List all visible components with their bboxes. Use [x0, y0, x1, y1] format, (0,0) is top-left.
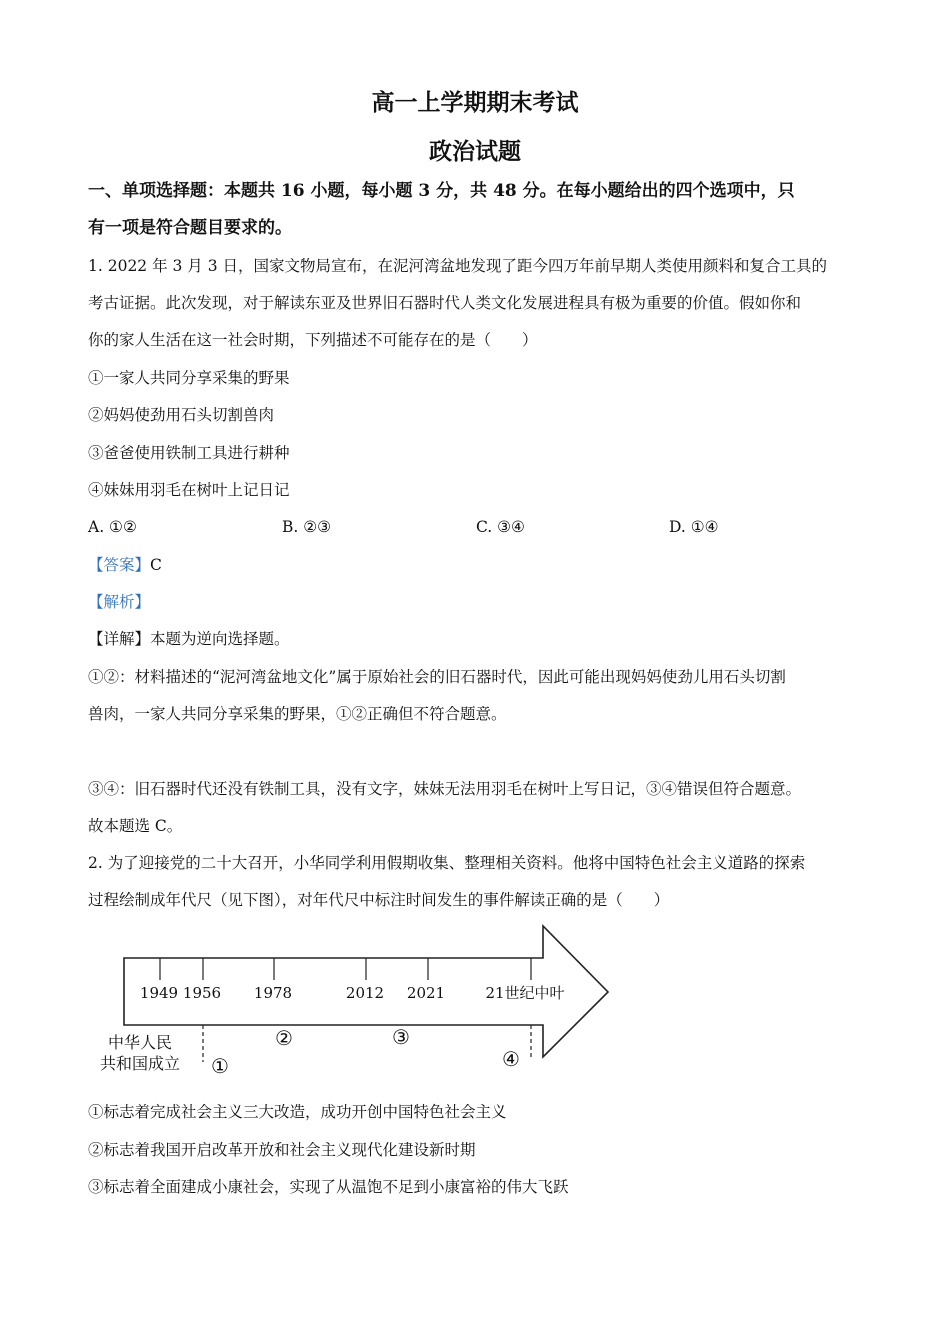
q1-stem-line: 考古证据。此次发现，对于解读东亚及世界旧石器时代人类文化发展进程具有极为重要的价值。假如你和: [88, 294, 802, 312]
answer-value: C: [150, 556, 162, 574]
q1-stem-line: 你的家人生活在这一社会时期，下列描述不可能存在的是（ ）: [88, 331, 538, 349]
q2-stem-line: 2. 为了迎接党的二十大召开，小华同学利用假期收集、整理相关资料。他将中国特色社会主义道路的探索: [88, 854, 806, 872]
q1-detail-line: 兽肉，一家人共同分享采集的野果，①②正确但不符合题意。: [88, 705, 507, 723]
q1-detail-line: 故本题选 C。: [88, 817, 183, 835]
marker-2: ②: [275, 1026, 293, 1050]
year-label-2012: 2012: [345, 984, 385, 1002]
year-label-1978: 1978: [253, 984, 293, 1002]
q1-detail-line: ③④：旧石器时代还没有铁制工具，没有文字，妹妹无法用羽毛在树叶上写日记，③④错误但符合题意。: [88, 780, 802, 798]
founding-label: 中华人民: [107, 1033, 173, 1052]
q1-statement: ②妈妈使劲用石头切割兽肉: [88, 406, 275, 424]
q1-stem-line: 1. 2022 年 3 月 3 日，国家文物局宣布，在泥河湾盆地发现了距今四万年前早期人类使用颜料和复合工具的: [88, 257, 828, 275]
q1-statement: ①一家人共同分享采集的野果: [88, 369, 290, 387]
exam-title: 高一上学期期末考试: [371, 89, 579, 116]
exam-subtitle: 政治试题: [429, 138, 521, 165]
year-label-2021: 2021: [406, 984, 446, 1002]
q1-option-d: D. ①④: [669, 518, 719, 536]
q2-statement: ②标志着我国开启改革开放和社会主义现代化建设新时期: [88, 1141, 476, 1159]
year-label-1949: 1949: [139, 984, 179, 1002]
q1-detail-line: ①②：材料描述的“泥河湾盆地文化”属于原始社会的旧石器时代，因此可能出现妈妈使劲儿用石头切割: [88, 668, 786, 686]
q1-statement: ③爸爸使用铁制工具进行耕种: [88, 444, 290, 462]
q1-option-a: A. ①②: [88, 518, 137, 536]
section-heading-line-2: 有一项是符合题目要求的。: [88, 218, 292, 238]
q2-stem-line: 过程绘制成年代尺（见下图），对年代尺中标注时间发生的事件解读正确的是（ ）: [88, 891, 670, 909]
answer-tag: 【答案】: [88, 556, 151, 574]
q2-statement: ①标志着完成社会主义三大改造，成功开创中国特色社会主义: [88, 1103, 507, 1121]
q1-statement: ④妹妹用羽毛在树叶上记日记: [88, 481, 290, 499]
section-heading-line-1: 一、单项选择题：本题共 16 小题，每小题 3 分，共 48 分。在每小题给出的四个选项中，只: [88, 181, 795, 201]
marker-3: ③: [392, 1025, 410, 1049]
founding-label: 共和国成立: [99, 1054, 181, 1073]
analysis-tag: 【解析】: [88, 593, 151, 611]
q1-option-c: C. ③④: [476, 518, 525, 536]
year-label-1956: 1956: [182, 984, 222, 1002]
marker-1: ①: [211, 1054, 229, 1078]
q1-option-b: B. ②③: [282, 518, 332, 536]
marker-4: ④: [502, 1047, 520, 1071]
q1-detail-line: 【详解】本题为逆向选择题。: [88, 630, 290, 648]
year-label-mid-century: 21世纪中叶: [485, 984, 565, 1002]
q2-statement: ③标志着全面建成小康社会，实现了从温饱不足到小康富裕的伟大飞跃: [88, 1178, 569, 1196]
